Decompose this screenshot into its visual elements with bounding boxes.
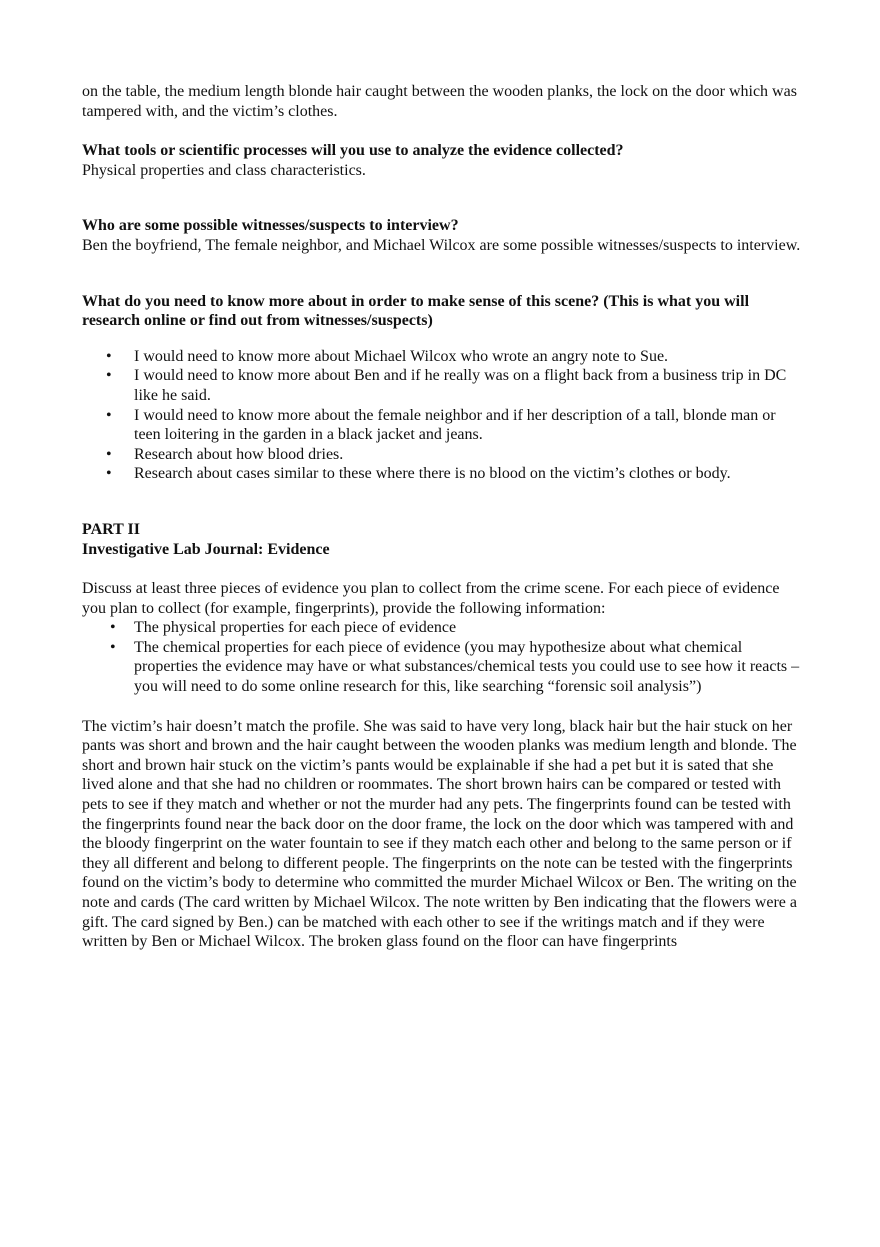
properties-list bbox=[82, 618, 802, 696]
list-item: • I would need to know more about Ben and if he really was on a flight back from a business trip in DC like he said. bbox=[82, 366, 802, 405]
part-subheading: Investigative Lab Journal: Evidence bbox=[82, 540, 330, 558]
list-item: • Research about how blood dries. bbox=[82, 445, 802, 465]
response-paragraph: The victim’s hair doesn’t match the profile. She was said to have very long, black hair but the hair stuck on her pants was short and brown and the hair caught between the wooden planks was medium length and blonde. The short and brown hair stuck on the victim’s pants would be explainable if she had a pet but it is sated that she lived alone and that she had no children or roommates. The short brown hairs can be compared or tested with pets to see if they match and whether or not the murder had any pets. The fingerprints found can be tested with the fingerprints found near the back door on the door frame, the lock on the door which was tampered with and the bloody fingerprint on the water fountain to see if they match each other and belong to the same person or if they all different and belong to different people. The fingerprints on the note can be tested with the fingerprints found on the victim’s body to determine who committed the murder Michael Wilcox or Ben. The writing on the note and cards (The card written by Michael Wilcox. The note written by Ben indicating that the flowers were a gift. The card signed by Ben.) can be matched with each other to see if the writings match and if they were written by Ben or Michael Wilcox. The broken glass found on the floor can have fingerprints bbox=[82, 717, 797, 951]
part-heading: PART II bbox=[82, 520, 140, 538]
answer-tools: Physical properties and class characteristics. bbox=[82, 161, 366, 179]
list-item: • I would need to know more about the female neighbor and if her description of a tall, blonde man or teen loitering in the garden in a black jacket and jeans. bbox=[82, 406, 802, 445]
research-list bbox=[82, 347, 802, 484]
document-page bbox=[82, 82, 802, 952]
answer-witnesses: Ben the boyfriend, The female neighbor, and Michael Wilcox are some possible witnesses/suspects to interview. bbox=[82, 236, 801, 254]
list-item: • The chemical properties for each piece of evidence (you may hypothesize about what chemical properties the evidence may have or what substances/chemical tests you could use to see how it reacts – you will need to do some online research for this, like searching “forensic soil analysis”) bbox=[82, 638, 802, 697]
list-item: • I would need to know more about Michael Wilcox who wrote an angry note to Sue. bbox=[82, 347, 802, 367]
question-research: What do you need to know more about in order to make sense of this scene? (This is what you will research online or find out from witnesses/suspects) bbox=[82, 292, 750, 330]
instructions-paragraph: Discuss at least three pieces of evidence you plan to collect from the crime scene. For each piece of evidence you plan to collect (for example, fingerprints), provide the following information: bbox=[82, 580, 780, 617]
intro-paragraph: on the table, the medium length blonde hair caught between the wooden planks, the lock on the door which was tampered with, and the victim’s clothes. bbox=[82, 83, 797, 120]
question-witnesses: Who are some possible witnesses/suspects to interview? bbox=[82, 217, 459, 235]
question-tools: What tools or scientific processes will you use to analyze the evidence collected? bbox=[82, 142, 624, 160]
list-item: • The physical properties for each piece of evidence bbox=[82, 618, 802, 638]
list-item: • Research about cases similar to these where there is no blood on the victim’s clothes or body. bbox=[82, 464, 802, 484]
